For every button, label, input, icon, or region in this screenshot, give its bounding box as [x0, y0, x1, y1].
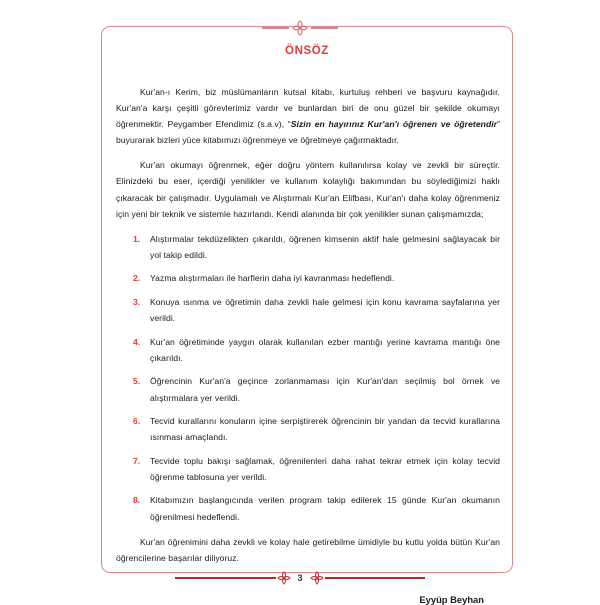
page-footer: [175, 568, 425, 588]
list-item-number: 6.: [133, 416, 141, 427]
list-item: [116, 373, 500, 405]
list-item-text: Yazma alıştırmaları ile harflerin daha iyi kavranması hedeflendi.: [150, 273, 395, 284]
page-title: ÖNSÖZ: [285, 45, 329, 57]
paragraph-1: [116, 84, 500, 148]
list-item: [116, 294, 500, 326]
page-number: 3: [297, 573, 303, 583]
floral-divider-ornament-icon: [290, 19, 310, 37]
list-item-number: 8.: [133, 495, 141, 506]
list-item-text: Konuya ısınma ve öğretimin daha zevkli hale gelmesi için konu kavrama sayfalarına yer verildi.: [150, 297, 500, 324]
ornament-line-left: [262, 27, 289, 29]
document-content: [116, 84, 500, 605]
closing-paragraph: Kur'an öğrenimini daha zevkli ve kolay hale getirebilme ümidiyle bu kutlu yolda bütün Kur'an öğrencilerine başarılar diliyoruz.: [116, 536, 500, 563]
numbered-feature-list: [116, 231, 500, 525]
list-item-text: Kitabımızın başlangıcında verilen program takip edilerek 15 günde Kur'an okumanın öğrenilmesi hedeflendi.: [150, 495, 500, 522]
paragraph-1-text-before-quote: Kur'an-ı Kerim, biz müslümanların kutsal kitabı, kurtuluş rehberi ve başvuru kaynağıdır. Kur'an'a karşı çeşitli görevlerimiz vardır ve bunlardan biri de onu güzel bir şekilde okumayı öğrenmektir. Peygamber Efendimiz (s.a.v), “: [116, 87, 500, 130]
list-item-number: 7.: [133, 455, 141, 466]
floral-ornament-right-icon: [309, 570, 325, 586]
list-item: [116, 231, 500, 263]
top-divider-ornament: [262, 18, 338, 38]
list-item: [116, 270, 500, 286]
floral-ornament-left-icon: [276, 570, 292, 586]
list-item-number: 2.: [133, 273, 141, 284]
list-item: [116, 453, 500, 485]
footer-line-left: [175, 577, 276, 579]
list-item-text: Tecvid kurallarını konuların içine serpiştirerek öğrencinin bir yandan da tecvid kurallarına ısınması amaçlandı.: [150, 416, 500, 443]
ornament-line-right: [311, 27, 338, 29]
paragraph-1-text-after-quote: ” buyurarak bizleri yüce kitabımızı öğrenmeye ve öğretmeye çağırmaktadır.: [116, 119, 500, 146]
hadith-quote: Sizin en hayırınız Kur'an'ı öğrenen ve öğretendir: [290, 119, 498, 130]
list-item: [116, 334, 500, 366]
list-item-text: Alıştırmalar tekdüzelikten çıkarıldı, öğrenen kimsenin aktif hale gelmesini sağlayacak bir yol takip edildi.: [150, 233, 500, 260]
list-item-text: Kur'an öğretiminde yaygın olarak kullanılan ezber mantığı yerine kavrama mantığı öne çıkarıldı.: [150, 336, 500, 363]
list-item-number: 4.: [133, 336, 141, 347]
list-item-number: 5.: [133, 376, 141, 387]
list-item: [116, 413, 500, 445]
author-signature: Eyyüp Beyhan: [419, 593, 484, 605]
list-item-number: 3.: [133, 297, 141, 308]
list-item-text: Tecvide toplu bakışı sağlamak, öğrenilenleri daha rahat tekrar etmek için kolay tecvid öğrenme tablosuna yer verildi.: [150, 455, 500, 482]
footer-line-right: [325, 577, 426, 579]
list-item: [116, 492, 500, 524]
paragraph-2: Kur'an okumayı öğrenmek, eğer doğru yöntem kullanılırsa kolay ve zevkli bir süreçtir. Elinizdeki bu eser, içerdiği yenilikler ve kullanım kolaylığı bakımından bu söylediğimizi haklı çıkaracak bir çalışmadır. Uygulamalı ve Alıştırmalı Kur'an Elifbası, Kur'an'ı daha kolay öğrenmeniz için yeni bir teknik ve sistemle hazırlandı. Kendi alanında bir çok yenilikler sunan çalışmamızda;: [116, 160, 500, 219]
list-item-number: 1.: [133, 233, 141, 244]
list-item-text: Öğrencinin Kur'an'a geçince zorlanmaması için Kur'an'dan seçilmiş bol örnek ve alıştırmalara yer verildi.: [150, 376, 500, 403]
